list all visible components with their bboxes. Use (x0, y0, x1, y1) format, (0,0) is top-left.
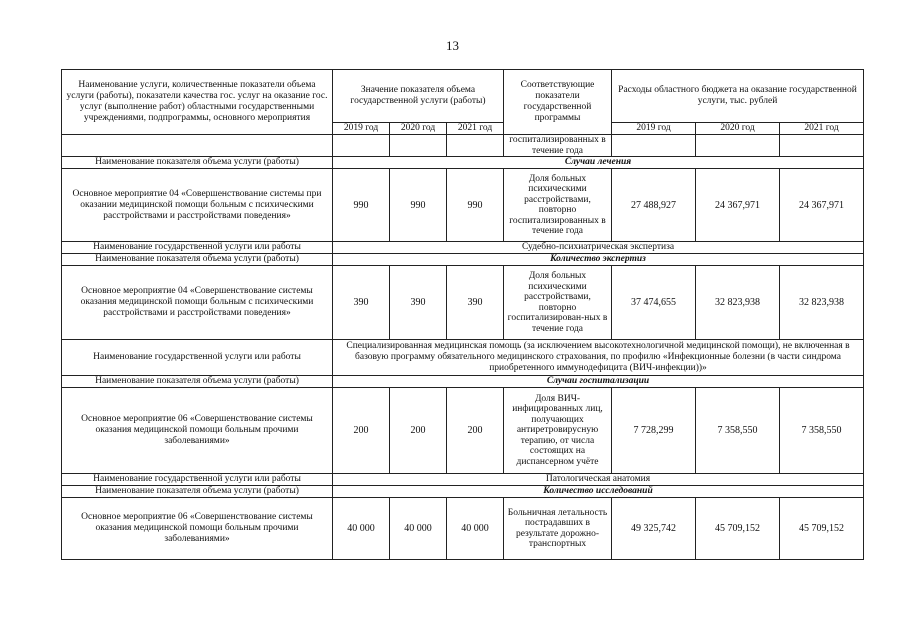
expense-2021: 45 709,152 (780, 498, 864, 560)
table-row (62, 474, 864, 486)
value-2020: 390 (390, 266, 447, 340)
expense-2020: 32 823,938 (696, 266, 780, 340)
value-2021: 990 (447, 169, 504, 242)
value-2020: 200 (390, 388, 447, 474)
table-row (62, 376, 864, 388)
value-2019: 390 (333, 266, 390, 340)
table-row (62, 242, 864, 254)
row-value: Количество экспертиз (333, 254, 864, 266)
table-row (62, 135, 864, 157)
value-2019: 200 (333, 388, 390, 474)
row-value: Патологическая анатомия (333, 474, 864, 486)
header-budget-expenses: Расходы областного бюджета на оказание государственной услуги, тыс. рублей (612, 70, 864, 123)
expense-2019: 7 728,299 (612, 388, 696, 474)
year-2021-value: 2021 год (447, 123, 504, 135)
row-label: Наименование государственной услуги или работы (62, 242, 333, 254)
value-2020: 40 000 (390, 498, 447, 560)
table-row (62, 388, 864, 474)
budget-table (61, 69, 864, 560)
year-2020-value: 2020 год (390, 123, 447, 135)
value-2019: 40 000 (333, 498, 390, 560)
row-value: Количество исследований (333, 486, 864, 498)
header-service-name: Наименование услуги, количественные показатели объема услуги (работы), показатели качества гос. услуг на оказание гос. услуг (выполнение работ) областными государственными учреждениями, подпрограммы, основного мероприятия (62, 70, 333, 135)
row-label: Наименование государственной услуги или работы (62, 340, 333, 376)
activity-name: Основное мероприятие 06 «Совершенствование системы оказания медицинской помощи больным прочими заболеваниями» (62, 388, 333, 474)
value-2021: 200 (447, 388, 504, 474)
value-2020: 990 (390, 169, 447, 242)
value-2021: 390 (447, 266, 504, 340)
expense-2019: 49 325,742 (612, 498, 696, 560)
header-row (62, 70, 864, 123)
table-row (62, 340, 864, 376)
value-2021: 40 000 (447, 498, 504, 560)
page-number: 13 (446, 38, 459, 53)
activity-name: Основное мероприятие 04 «Совершенствование системы оказания медицинской помощи больным с психическими расстройствами и расстройствами поведения» (62, 266, 333, 340)
expense-2020: 24 367,971 (696, 169, 780, 242)
year-2019-expense: 2019 год (612, 123, 696, 135)
indicator-cell: Доля ВИЧ-инфицированных лиц, получающих антиретровирусную терапию, от числа состоящих на диспансерном учёте (504, 388, 612, 474)
header-volume-value: Значение показателя объема государственной услуги (работы) (333, 70, 504, 123)
table-row (62, 266, 864, 340)
row-value: Судебно-психиатрическая экспертиза (333, 242, 864, 254)
year-2020-expense: 2020 год (696, 123, 780, 135)
expense-2020: 7 358,550 (696, 388, 780, 474)
expense-2019: 27 488,927 (612, 169, 696, 242)
row-label: Наименование показателя объема услуги (работы) (62, 486, 333, 498)
expense-2021: 24 367,971 (780, 169, 864, 242)
table-row (62, 254, 864, 266)
value-2019: 990 (333, 169, 390, 242)
row-label: Наименование государственной услуги или работы (62, 474, 333, 486)
row-label: Наименование показателя объема услуги (работы) (62, 157, 333, 169)
indicator-cell: Доля больных психическими расстройствами, повторно госпитализированных в течение года (504, 169, 612, 242)
header-program-indicators: Соответствующие показатели государственной программы (504, 70, 612, 135)
indicator-cell: Больничная летальность пострадавших в результате дорожно-транспортных (504, 498, 612, 560)
row-value: Случаи госпитализации (333, 376, 864, 388)
year-2019-value: 2019 год (333, 123, 390, 135)
table-row (62, 157, 864, 169)
year-2021-expense: 2021 год (780, 123, 864, 135)
indicator-cell: госпитализированных в течение года (504, 135, 612, 157)
table-row (62, 486, 864, 498)
activity-name: Основное мероприятие 06 «Совершенствование системы оказания медицинской помощи больным прочими заболеваниями» (62, 498, 333, 560)
table-row (62, 169, 864, 242)
expense-2021: 7 358,550 (780, 388, 864, 474)
activity-name: Основное мероприятие 04 «Совершенствование системы при оказании медицинской помощи больным с психическими расстройствами и расстройствами поведения» (62, 169, 333, 242)
expense-2021: 32 823,938 (780, 266, 864, 340)
expense-2019: 37 474,655 (612, 266, 696, 340)
expense-2020: 45 709,152 (696, 498, 780, 560)
row-value: Специализированная медицинская помощь (за исключением высокотехнологичной медицинской помощи), не включенная в базовую программу обязательного медицинского страхования, по профилю «Инфекционные болезни (в части синдрома приобретенного иммунодефицита (ВИЧ-инфекции))» (333, 340, 864, 376)
indicator-cell: Доля больных психическими расстройствами, повторно госпитализирован-ных в течение года (504, 266, 612, 340)
row-label: Наименование показателя объема услуги (работы) (62, 376, 333, 388)
row-value: Случаи лечения (333, 157, 864, 169)
row-label: Наименование показателя объема услуги (работы) (62, 254, 333, 266)
table-row (62, 498, 864, 560)
